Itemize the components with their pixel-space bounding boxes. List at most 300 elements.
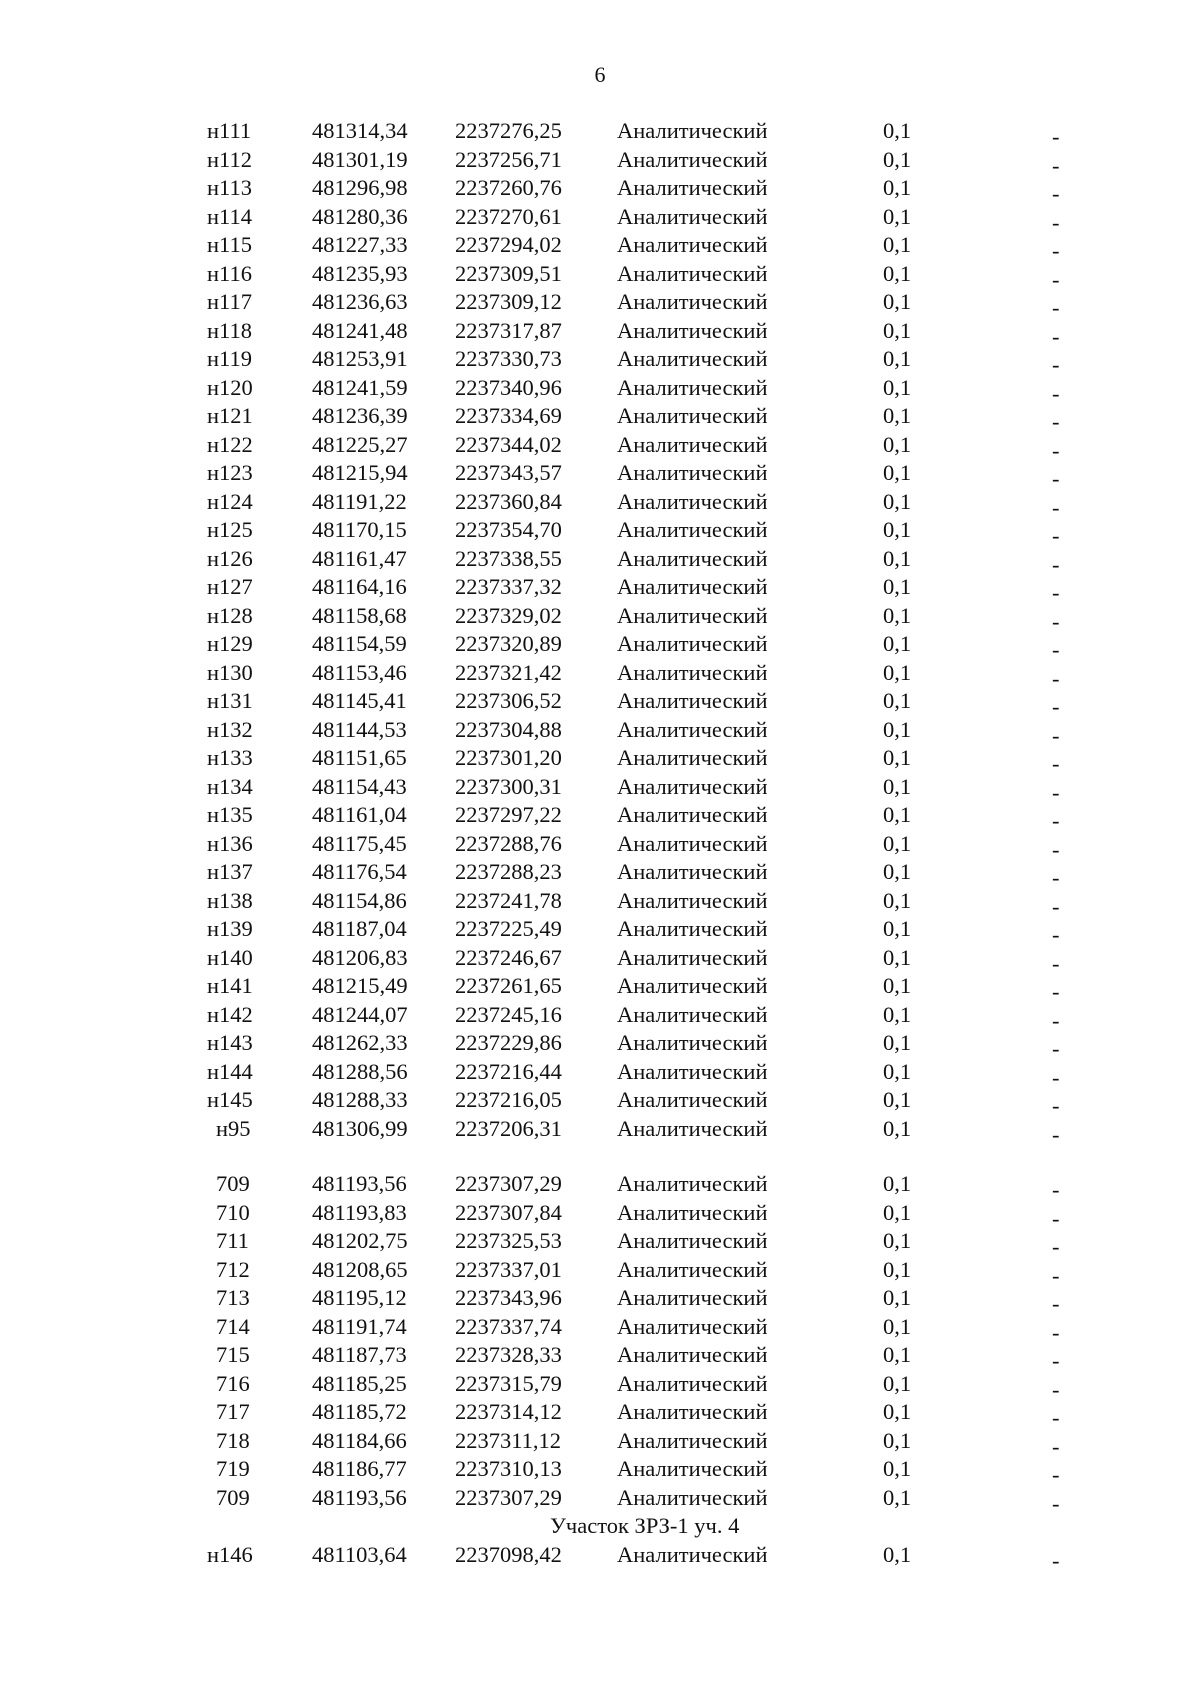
point-number-cell: н127 [207,574,253,599]
point-number-cell: н136 [207,830,253,856]
y-coordinate-cell: 2237229,86 [455,1030,562,1055]
x-coordinate-cell: 481187,73 [312,1342,407,1367]
error-cell: 0,1 [883,488,912,514]
table-row [0,1058,1200,1090]
note-cell: - [1052,808,1060,833]
x-coordinate-cell: 481151,65 [312,745,407,770]
point-number-cell: н119 [207,346,252,371]
note-cell: - [1052,523,1060,548]
method-cell: Аналитический [617,488,768,514]
table-row [0,488,1200,520]
table-row [0,260,1200,292]
y-coordinate-cell: 2237330,73 [455,346,562,371]
error-cell: 0,1 [883,659,912,685]
table-row [0,1227,1200,1259]
y-coordinate-cell: 2237311,12 [455,1427,562,1453]
error-cell: 0,1 [883,1228,912,1253]
x-coordinate-cell: 481241,48 [312,317,408,343]
point-number-cell: н116 [207,260,252,286]
method-cell: Аналитический [617,460,768,485]
method-cell: Аналитический [617,1313,768,1339]
x-coordinate-cell: 481175,45 [312,830,407,856]
table-row [0,516,1200,548]
method-cell: Аналитический [617,545,768,571]
point-number-cell: н137 [207,859,253,884]
point-number-cell: н131 [207,688,253,713]
y-coordinate-cell: 2237340,96 [455,374,562,400]
method-cell: Аналитический [617,973,768,998]
section-title: Участок ЗРЗ-1 уч. 4 [550,1513,740,1538]
method-cell: Аналитический [617,289,768,314]
point-number-cell: н132 [207,716,253,742]
error-cell: 0,1 [883,631,912,656]
note-cell: - [1052,950,1060,976]
table-row [0,659,1200,691]
error-cell: 0,1 [883,346,912,371]
error-cell: 0,1 [883,118,912,143]
point-number-cell: н95 [216,1115,251,1141]
y-coordinate-cell: 2237354,70 [455,517,562,542]
point-number-cell: н130 [207,659,253,685]
point-number-cell: н140 [207,944,253,970]
table-row [0,1313,1200,1345]
point-number-cell: н124 [207,488,253,514]
y-coordinate-cell: 2237317,87 [455,317,562,343]
method-cell: Аналитический [617,944,768,970]
error-cell: 0,1 [883,1115,912,1141]
point-number-cell: н128 [207,602,253,628]
table-row [0,830,1200,862]
table-row [0,231,1200,263]
method-cell: Аналитический [617,374,768,400]
point-number-cell: н129 [207,631,253,656]
note-cell: - [1052,266,1060,292]
point-number-cell: н145 [207,1087,253,1112]
table-row [0,431,1200,463]
table-row [0,1029,1200,1061]
x-coordinate-cell: 481314,34 [312,118,408,143]
error-cell: 0,1 [883,602,912,628]
point-number-cell: н114 [207,203,252,229]
row-spacer [0,1143,1200,1170]
y-coordinate-cell: 2237225,49 [455,916,562,941]
method-cell: Аналитический [617,602,768,628]
note-cell: - [1052,152,1060,178]
method-cell: Аналитический [617,773,768,799]
x-coordinate-cell: 481191,22 [312,488,407,514]
point-number-cell: н121 [207,403,253,428]
page-number: 6 [594,62,606,87]
y-coordinate-cell: 2237297,22 [455,802,562,827]
y-coordinate-cell: 2237338,55 [455,545,562,571]
point-number-cell: н133 [207,745,253,770]
x-coordinate-cell: 481208,65 [312,1256,408,1282]
point-number-cell: 710 [216,1199,250,1225]
method-cell: Аналитический [617,1256,768,1282]
note-cell: - [1052,437,1060,463]
point-number-cell: н144 [207,1058,253,1084]
error-cell: 0,1 [883,1456,912,1481]
note-cell: - [1052,637,1060,662]
y-coordinate-cell: 2237360,84 [455,488,562,514]
y-coordinate-cell: 2237216,44 [455,1058,562,1084]
y-coordinate-cell: 2237288,76 [455,830,562,856]
table-row [0,374,1200,406]
x-coordinate-cell: 481235,93 [312,260,408,286]
note-cell: - [1052,779,1060,805]
method-cell: Аналитический [617,1199,768,1225]
note-cell: - [1052,1291,1060,1316]
method-cell: Аналитический [617,716,768,742]
error-cell: 0,1 [883,1087,912,1112]
error-cell: 0,1 [883,1484,912,1510]
point-number-cell: н146 [207,1541,253,1567]
note-cell: - [1052,124,1060,149]
error-cell: 0,1 [883,317,912,343]
method-cell: Аналитический [617,517,768,542]
x-coordinate-cell: 481262,33 [312,1030,408,1055]
table-row [0,459,1200,491]
y-coordinate-cell: 2237328,33 [455,1342,562,1367]
error-cell: 0,1 [883,1399,912,1424]
x-coordinate-cell: 481280,36 [312,203,408,229]
x-coordinate-cell: 481161,47 [312,545,407,571]
point-number-cell: н123 [207,460,253,485]
note-cell: - [1052,979,1060,1004]
x-coordinate-cell: 481236,39 [312,403,408,428]
y-coordinate-cell: 2237325,53 [455,1228,562,1253]
note-cell: - [1052,1262,1060,1288]
method-cell: Аналитический [617,403,768,428]
note-cell: - [1052,380,1060,406]
note-cell: - [1052,295,1060,320]
method-cell: Аналитический [617,1370,768,1396]
error-cell: 0,1 [883,1370,912,1396]
method-cell: Аналитический [617,659,768,685]
method-cell: Аналитический [617,1228,768,1253]
method-cell: Аналитический [617,887,768,913]
point-number-cell: н117 [207,289,252,314]
y-coordinate-cell: 2237216,05 [455,1087,562,1112]
error-cell: 0,1 [883,773,912,799]
note-cell: - [1052,1462,1060,1487]
note-cell: - [1052,865,1060,890]
table-row [0,545,1200,577]
x-coordinate-cell: 481301,19 [312,146,408,172]
table-row [0,1370,1200,1402]
y-coordinate-cell: 2237301,20 [455,745,562,770]
y-coordinate-cell: 2237343,96 [455,1285,562,1310]
error-cell: 0,1 [883,374,912,400]
x-coordinate-cell: 481161,04 [312,802,407,827]
note-cell: - [1052,893,1060,919]
x-coordinate-cell: 481153,46 [312,659,407,685]
method-cell: Аналитический [617,1399,768,1424]
point-number-cell: н141 [207,973,253,998]
point-number-cell: 712 [216,1256,250,1282]
error-cell: 0,1 [883,232,912,257]
note-cell: - [1052,238,1060,263]
method-cell: Аналитический [617,688,768,713]
table-row [0,1170,1200,1202]
method-cell: Аналитический [617,146,768,172]
x-coordinate-cell: 481193,83 [312,1199,407,1225]
point-number-cell: н134 [207,773,253,799]
y-coordinate-cell: 2237304,88 [455,716,562,742]
table-row [0,972,1200,1004]
y-coordinate-cell: 2237310,13 [455,1456,562,1481]
y-coordinate-cell: 2237288,23 [455,859,562,884]
error-cell: 0,1 [883,688,912,713]
table-row [0,801,1200,833]
table-row [0,687,1200,719]
x-coordinate-cell: 481206,83 [312,944,408,970]
table-row [0,858,1200,890]
error-cell: 0,1 [883,1285,912,1310]
method-cell: Аналитический [617,1342,768,1367]
note-cell: - [1052,722,1060,748]
error-cell: 0,1 [883,517,912,542]
point-number-cell: 715 [216,1342,250,1367]
method-cell: Аналитический [617,431,768,457]
method-cell: Аналитический [617,802,768,827]
error-cell: 0,1 [883,802,912,827]
error-cell: 0,1 [883,1199,912,1225]
note-cell: - [1052,466,1060,491]
method-cell: Аналитический [617,1115,768,1141]
table-row [0,773,1200,805]
point-number-cell: 709 [216,1171,250,1196]
error-cell: 0,1 [883,460,912,485]
point-number-cell: н138 [207,887,253,913]
error-cell: 0,1 [883,973,912,998]
x-coordinate-cell: 481296,98 [312,175,408,200]
x-coordinate-cell: 481225,27 [312,431,408,457]
error-cell: 0,1 [883,830,912,856]
note-cell: - [1052,1234,1060,1259]
note-cell: - [1052,1405,1060,1430]
note-cell: - [1052,580,1060,605]
point-number-cell: н120 [207,374,253,400]
y-coordinate-cell: 2237337,01 [455,1256,562,1282]
note-cell: - [1052,665,1060,691]
error-cell: 0,1 [883,175,912,200]
point-number-cell: н112 [207,146,252,172]
coordinate-table [0,117,1200,1573]
note-cell: - [1052,1121,1060,1147]
method-cell: Аналитический [617,1427,768,1453]
point-number-cell: н143 [207,1030,253,1055]
error-cell: 0,1 [883,403,912,428]
x-coordinate-cell: 481154,43 [312,773,407,799]
table-row [0,1284,1200,1316]
table-row [0,317,1200,349]
x-coordinate-cell: 481193,56 [312,1484,407,1510]
table-row [0,1541,1200,1573]
x-coordinate-cell: 481144,53 [312,716,407,742]
note-cell: - [1052,608,1060,634]
table-row [0,1115,1200,1147]
table-row [0,716,1200,748]
table-row [0,174,1200,206]
table-row [0,630,1200,662]
error-cell: 0,1 [883,916,912,941]
method-cell: Аналитический [617,1030,768,1055]
point-number-cell: н135 [207,802,253,827]
y-coordinate-cell: 2237344,02 [455,431,562,457]
note-cell: - [1052,751,1060,776]
x-coordinate-cell: 481202,75 [312,1228,408,1253]
y-coordinate-cell: 2237307,29 [455,1171,562,1196]
point-number-cell: н126 [207,545,253,571]
y-coordinate-cell: 2237329,02 [455,602,562,628]
y-coordinate-cell: 2237245,16 [455,1001,562,1027]
method-cell: Аналитический [617,232,768,257]
error-cell: 0,1 [883,545,912,571]
x-coordinate-cell: 481145,41 [312,688,407,713]
point-number-cell: н111 [207,118,252,143]
x-coordinate-cell: 481164,16 [312,574,407,599]
note-cell: - [1052,1319,1060,1345]
method-cell: Аналитический [617,1171,768,1196]
table-row [0,1256,1200,1288]
y-coordinate-cell: 2237256,71 [455,146,562,172]
table-row [0,117,1200,149]
note-cell: - [1052,836,1060,862]
x-coordinate-cell: 481241,59 [312,374,408,400]
method-cell: Аналитический [617,631,768,656]
note-cell: - [1052,352,1060,377]
point-number-cell: 718 [216,1427,250,1453]
x-coordinate-cell: 481191,74 [312,1313,407,1339]
error-cell: 0,1 [883,1256,912,1282]
y-coordinate-cell: 2237307,84 [455,1199,562,1225]
table-row [0,1484,1200,1516]
error-cell: 0,1 [883,1030,912,1055]
point-number-cell: 716 [216,1370,250,1396]
note-cell: - [1052,1036,1060,1061]
error-cell: 0,1 [883,745,912,770]
note-cell: - [1052,1348,1060,1373]
point-number-cell: н115 [207,232,252,257]
point-number-cell: 719 [216,1456,250,1481]
point-number-cell: 714 [216,1313,250,1339]
error-cell: 0,1 [883,260,912,286]
y-coordinate-cell: 2237307,29 [455,1484,562,1510]
error-cell: 0,1 [883,1427,912,1453]
y-coordinate-cell: 2237321,42 [455,659,562,685]
error-cell: 0,1 [883,1313,912,1339]
y-coordinate-cell: 2237334,69 [455,403,562,428]
method-cell: Аналитический [617,1001,768,1027]
error-cell: 0,1 [883,887,912,913]
note-cell: - [1052,209,1060,235]
method-cell: Аналитический [617,574,768,599]
point-number-cell: н113 [207,175,252,200]
method-cell: Аналитический [617,859,768,884]
x-coordinate-cell: 481227,33 [312,232,408,257]
table-row [0,602,1200,634]
method-cell: Аналитический [617,1541,768,1567]
note-cell: - [1052,1433,1060,1459]
y-coordinate-cell: 2237309,51 [455,260,562,286]
table-row [0,1341,1200,1373]
table-row [0,146,1200,178]
error-cell: 0,1 [883,431,912,457]
x-coordinate-cell: 481193,56 [312,1171,407,1196]
note-cell: - [1052,1547,1060,1573]
point-number-cell: н118 [207,317,252,343]
error-cell: 0,1 [883,203,912,229]
x-coordinate-cell: 481215,94 [312,460,408,485]
note-cell: - [1052,409,1060,434]
error-cell: 0,1 [883,574,912,599]
point-number-cell: н142 [207,1001,253,1027]
method-cell: Аналитический [617,1058,768,1084]
point-number-cell: н122 [207,431,253,457]
point-number-cell: 709 [216,1484,250,1510]
y-coordinate-cell: 2237343,57 [455,460,562,485]
table-row [0,744,1200,776]
error-cell: 0,1 [883,1058,912,1084]
x-coordinate-cell: 481186,77 [312,1456,407,1481]
x-coordinate-cell: 481154,86 [312,887,407,913]
y-coordinate-cell: 2237294,02 [455,232,562,257]
point-number-cell: 717 [216,1399,250,1424]
method-cell: Аналитический [617,175,768,200]
error-cell: 0,1 [883,716,912,742]
note-cell: - [1052,1007,1060,1033]
y-coordinate-cell: 2237276,25 [455,118,562,143]
table-row [0,573,1200,605]
x-coordinate-cell: 481215,49 [312,973,408,998]
note-cell: - [1052,494,1060,520]
table-row [0,345,1200,377]
y-coordinate-cell: 2237337,74 [455,1313,562,1339]
table-row [0,1398,1200,1430]
note-cell: - [1052,323,1060,349]
note-cell: - [1052,922,1060,947]
y-coordinate-cell: 2237261,65 [455,973,562,998]
y-coordinate-cell: 2237270,61 [455,203,562,229]
y-coordinate-cell: 2237300,31 [455,773,562,799]
error-cell: 0,1 [883,859,912,884]
y-coordinate-cell: 2237260,76 [455,175,562,200]
point-number-cell: 713 [216,1285,250,1310]
x-coordinate-cell: 481154,59 [312,631,407,656]
note-cell: - [1052,181,1060,206]
note-cell: - [1052,1205,1060,1231]
method-cell: Аналитический [617,1456,768,1481]
table-row [0,288,1200,320]
table-row [0,944,1200,976]
error-cell: 0,1 [883,944,912,970]
y-coordinate-cell: 2237337,32 [455,574,562,599]
x-coordinate-cell: 481288,33 [312,1087,408,1112]
y-coordinate-cell: 2237309,12 [455,289,562,314]
table-row [0,1001,1200,1033]
point-number-cell: 711 [216,1228,249,1253]
method-cell: Аналитический [617,118,768,143]
x-coordinate-cell: 481185,72 [312,1399,407,1424]
y-coordinate-cell: 2237246,67 [455,944,562,970]
method-cell: Аналитический [617,1087,768,1112]
x-coordinate-cell: 481187,04 [312,916,407,941]
error-cell: 0,1 [883,1342,912,1367]
note-cell: - [1052,694,1060,719]
note-cell: - [1052,1376,1060,1402]
note-cell: - [1052,1093,1060,1118]
